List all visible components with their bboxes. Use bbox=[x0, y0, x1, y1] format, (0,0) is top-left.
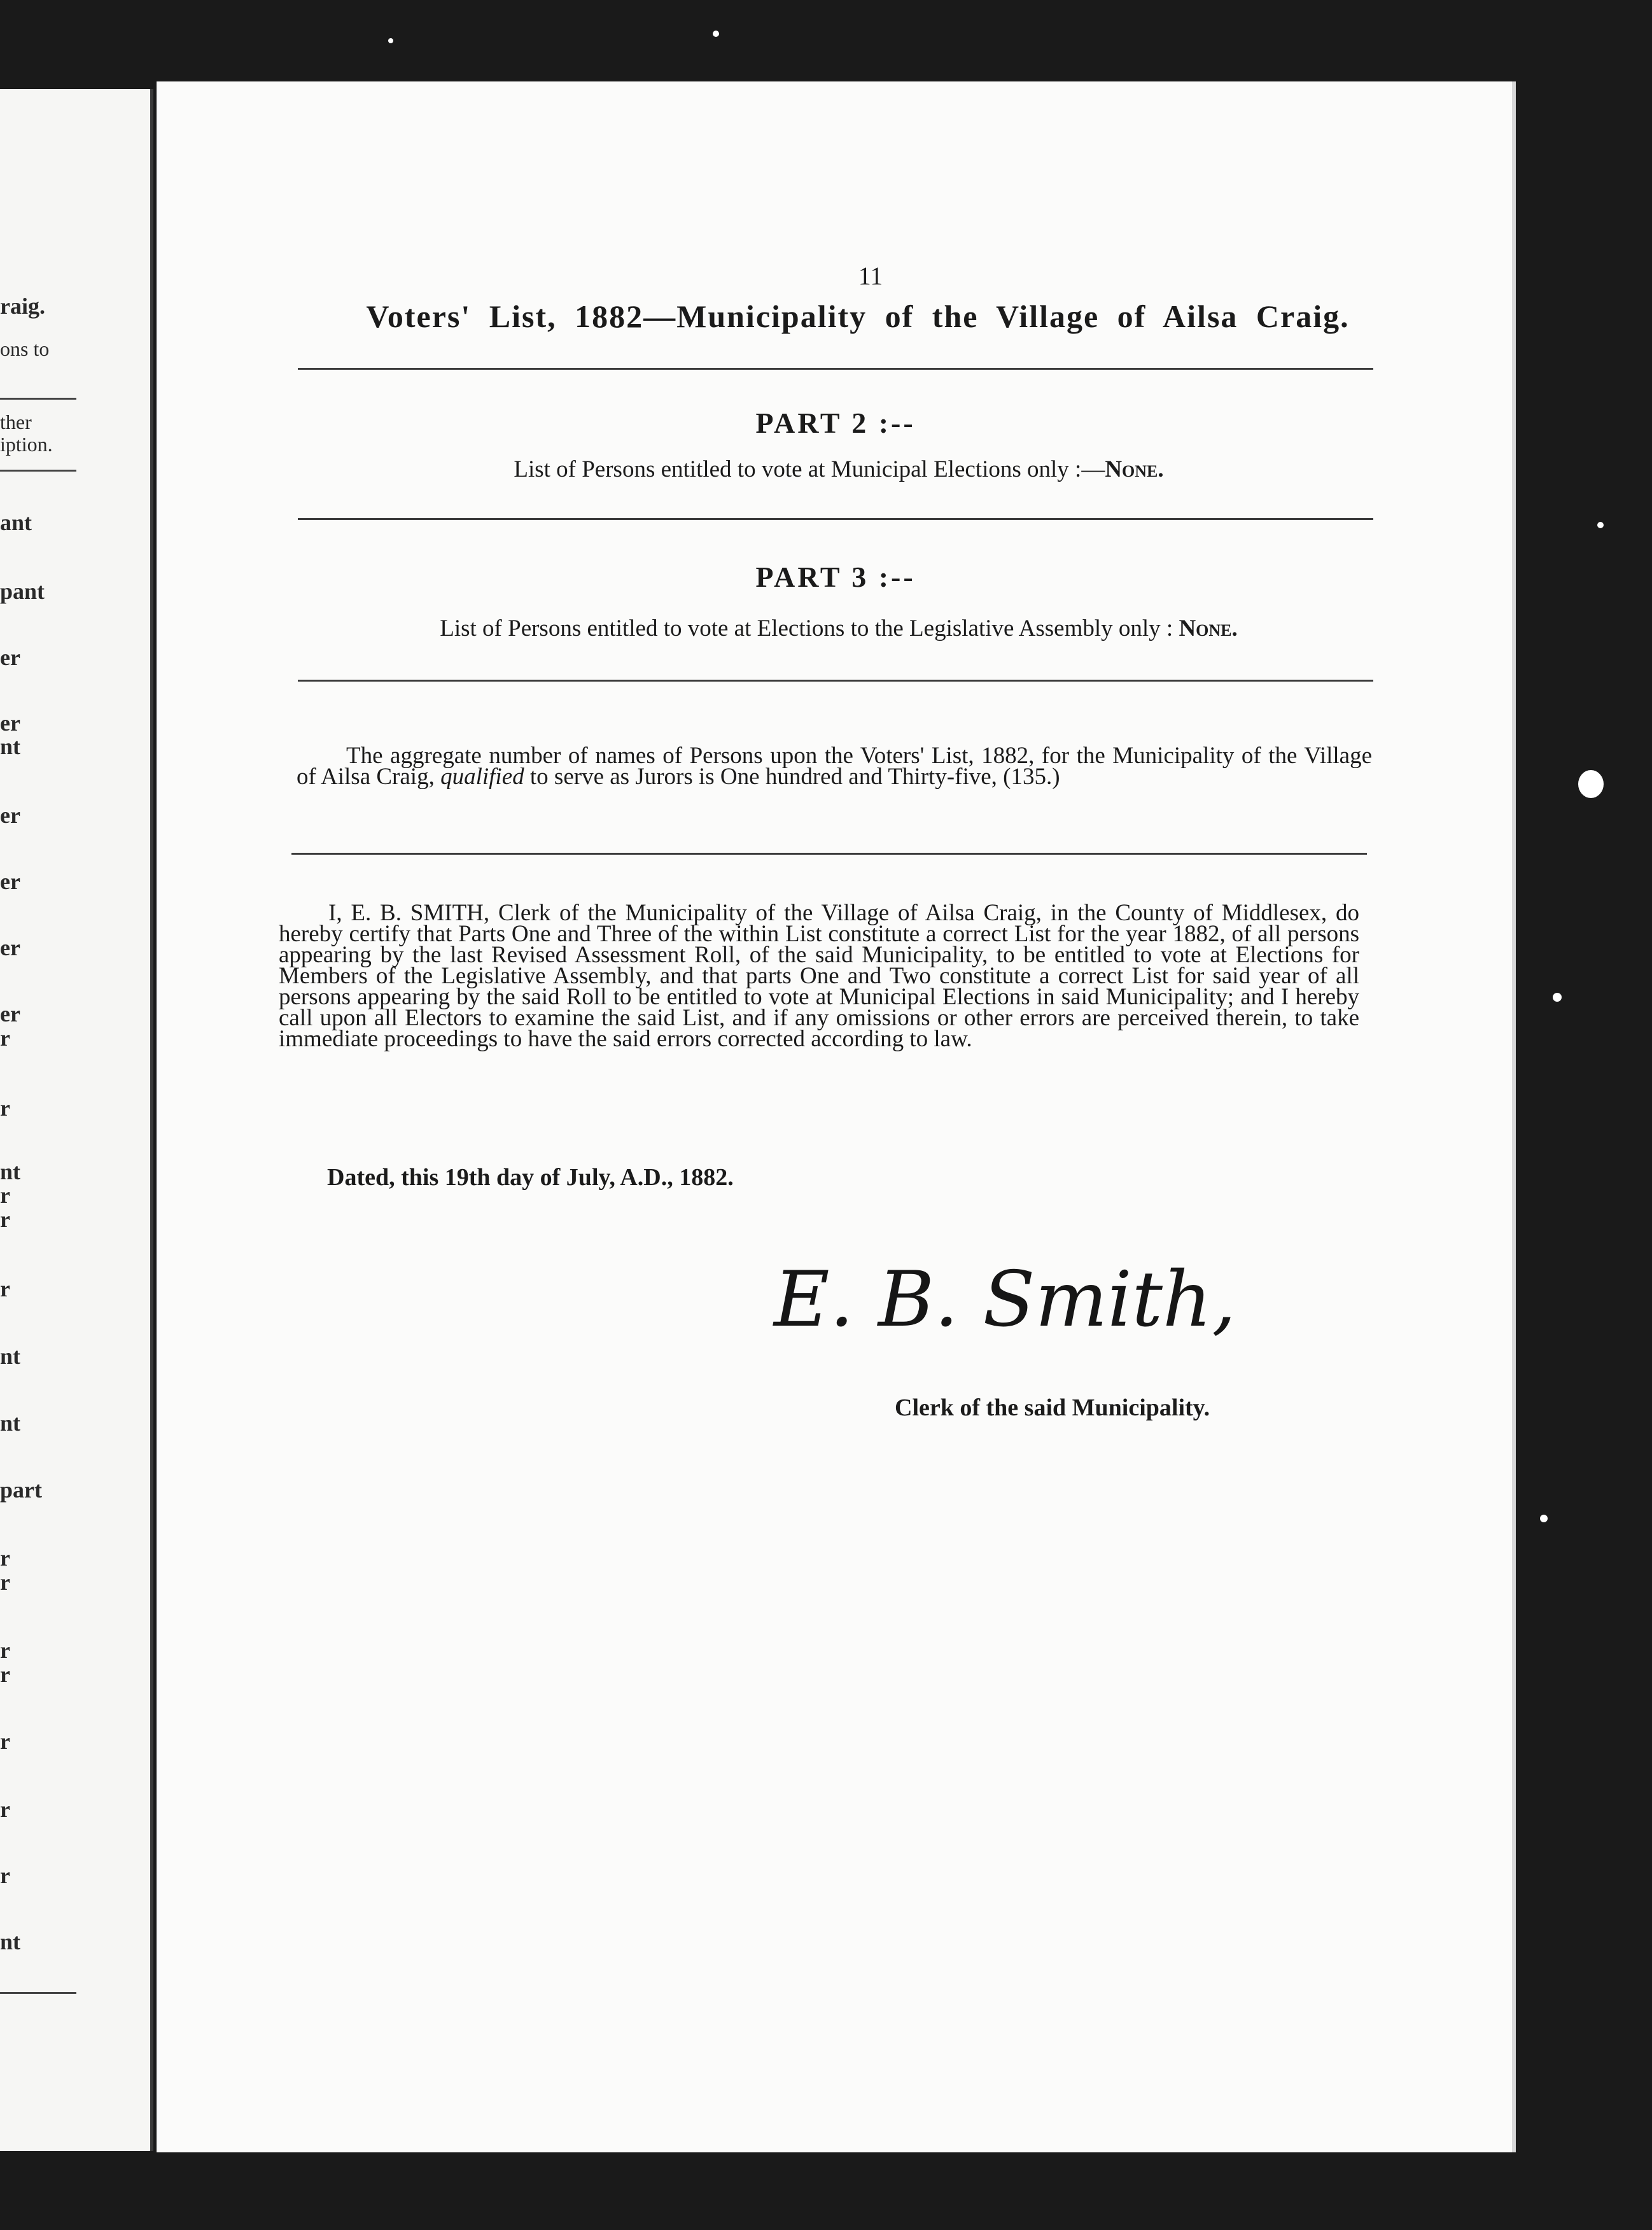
part3-value: None. bbox=[1179, 615, 1238, 642]
document-page bbox=[157, 81, 1512, 2152]
facing-page-fragment: r bbox=[0, 1182, 10, 1208]
running-head: Voters' List, 1882—Municipality of the Village of Ailsa Craig. bbox=[366, 298, 1350, 334]
aggregate-text-start: The aggregate number of names of Persons upon the Voters' List, 1882, for the Municipality of the Village of Ailsa Craig, bbox=[297, 743, 1372, 790]
part2-value: None. bbox=[1105, 456, 1164, 482]
facing-page-fragment: r bbox=[0, 1025, 10, 1051]
divider-rule bbox=[291, 853, 1367, 855]
divider-rule bbox=[298, 368, 1373, 370]
divider-rule bbox=[298, 680, 1373, 682]
certificate-paragraph: I, E. B. SMITH, Clerk of the Municipality of the Village of Ailsa Craig, in the County of Middlesex, do hereby certify that Parts One and Three of the within List constitute a correct List for the year 1882, of all persons appearing by the last Revised Assessment Roll, of the said Municipality, to be entitled to vote at Elections for Members of the Legislative Assembly, and that parts One and Two constitute a correct List for said year of all persons appearing by the said Roll to be entitled to vote at Municipal Elections in said Municipality; and I hereby call upon all Electors to examine the said List, and if any omissions or other errors are perceived therein, to take immediate proceedings to have the said errors corrected according to law. bbox=[279, 900, 1359, 1052]
facing-page-fragment: r bbox=[0, 1662, 10, 1687]
scan-speck bbox=[1597, 522, 1604, 528]
facing-page-fragment: ons to bbox=[0, 337, 50, 360]
facing-page-fragment: er bbox=[0, 935, 20, 960]
facing-page-fragment: er bbox=[0, 803, 20, 828]
aggregate-text-italic: qualified bbox=[440, 764, 524, 790]
facing-page-fragment: pant bbox=[0, 579, 45, 604]
signature-caption: Clerk of the said Municipality. bbox=[895, 1394, 1210, 1421]
scan-speck bbox=[388, 38, 393, 43]
part2-heading: PART 2 :-- bbox=[755, 407, 916, 439]
facing-page bbox=[0, 89, 153, 2151]
dated-line: Dated, this 19th day of July, A.D., 1882. bbox=[327, 1164, 734, 1191]
facing-page-fragment: nt bbox=[0, 1343, 21, 1369]
part2-text: List of Persons entitled to vote at Municipal Elections only :— bbox=[514, 456, 1105, 482]
facing-page-fragment: nt bbox=[0, 1929, 21, 1954]
facing-page-fragment: raig. bbox=[0, 293, 45, 319]
facing-page-fragment: r bbox=[0, 1569, 10, 1595]
part3-text: List of Persons entitled to vote at Elections to the Legislative Assembly only : bbox=[440, 615, 1173, 642]
facing-page-fragment: ant bbox=[0, 510, 32, 535]
facing-page-fragment: iption. bbox=[0, 433, 53, 456]
aggregate-paragraph bbox=[297, 743, 1372, 790]
facing-page-fragment: r bbox=[0, 1276, 10, 1301]
gutter-line bbox=[150, 89, 153, 2151]
facing-page-fragment: er bbox=[0, 645, 20, 670]
signature-text: E. B. Smith, bbox=[774, 1256, 1236, 1344]
part3-heading: PART 3 :-- bbox=[755, 561, 916, 593]
facing-page-fragment: er bbox=[0, 869, 20, 894]
divider-rule bbox=[298, 518, 1373, 520]
facing-page-fragment: part bbox=[0, 1477, 42, 1503]
facing-page-fragment: r bbox=[0, 1545, 10, 1571]
facing-page-fragment: nt bbox=[0, 1159, 21, 1184]
facing-page-fragment: nt bbox=[0, 1410, 21, 1436]
scan-speck bbox=[1578, 770, 1604, 798]
scan-speck bbox=[1553, 993, 1562, 1002]
page-number: 11 bbox=[858, 262, 883, 290]
facing-page-fragment: nt bbox=[0, 734, 21, 759]
part3-line bbox=[298, 615, 1380, 642]
facing-page-fragment: er bbox=[0, 710, 20, 736]
facing-page-rule bbox=[0, 470, 76, 472]
part2-line bbox=[298, 456, 1380, 483]
facing-page-rule bbox=[0, 1992, 76, 1994]
facing-page-fragment: r bbox=[0, 1095, 10, 1121]
facing-page-fragment: r bbox=[0, 1637, 10, 1663]
facing-page-fragment: r bbox=[0, 1797, 10, 1822]
aggregate-text-end: to serve as Jurors is One hundred and Thirty-five, (135.) bbox=[529, 764, 1060, 790]
scan-speck bbox=[1540, 1515, 1548, 1522]
clerk-signature bbox=[767, 1237, 1251, 1364]
facing-page-fragment: er bbox=[0, 1001, 20, 1027]
facing-page-fragment: r bbox=[0, 1729, 10, 1754]
facing-page-fragment: ther bbox=[0, 410, 32, 433]
scan-speck bbox=[713, 31, 719, 37]
facing-page-fragment: r bbox=[0, 1863, 10, 1888]
facing-page-rule bbox=[0, 398, 76, 400]
facing-page-fragment: r bbox=[0, 1207, 10, 1232]
